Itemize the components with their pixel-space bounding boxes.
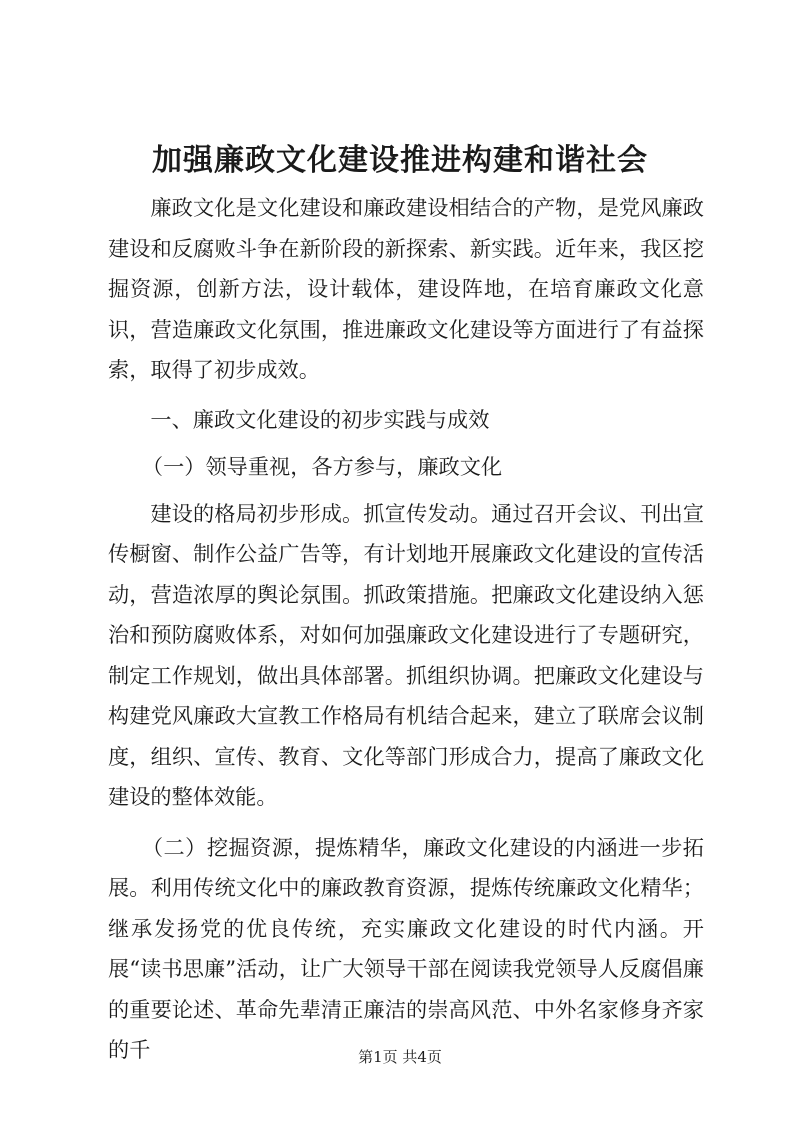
page-number: 第1页 共4页 — [358, 1048, 442, 1066]
paragraph-intro: 廉政文化是文化建设和廉政建设相结合的产物，是党风廉政建设和反腐败斗争在新阶段的新探索、新实践。近年来，我区挖掘资源，创新方法，设计载体，建设阵地，在培育廉政文化意识，营造廉政文化氛围，推进廉政文化建设等方面进行了有益探索，取得了初步成效。 — [108, 195, 704, 382]
paragraph-subsection-1: 建设的格局初步形成。抓宣传发动。通过召开会议、刊出宣传橱窗、制作公益广告等，有计划地开展廉政文化建设的宣传活动，营造浓厚的舆论氛围。抓政策措施。把廉政文化建设纳入惩治和预防腐败体系，对如何加强廉政文化建设进行了专题研究，制定工作规划，做出具体部署。抓组织协调。把廉政文化建设与构建党风廉政大宣教工作格局有机结合起来，建立了联席会议制度，组织、宣传、教育、文化等部门形成合力，提高了廉政文化建设的整体效能。 — [108, 500, 704, 809]
subsection-heading-1: （一）领导重视，各方参与，廉政文化 — [141, 454, 503, 479]
document-title: 加强廉政文化建设推进构建和谐社会 — [152, 143, 648, 178]
paragraph-subsection-2: （二）挖掘资源，提炼精华，廉政文化建设的内涵进一步拓展。利用传统文化中的廉政教育资源，提炼传统廉政文化精华；继承发扬党的优良传统，充实廉政文化建设的时代内涵。开展“读书思廉”活动，让广大领导干部在阅读我党领导人反腐倡廉的重要论述、革命先辈清正廉洁的崇高风范、中外名家修身齐家的千 — [108, 834, 704, 1062]
document-body — [108, 188, 704, 1071]
section-heading-1: 一、廉政文化建设的初步实践与成效 — [150, 406, 490, 432]
